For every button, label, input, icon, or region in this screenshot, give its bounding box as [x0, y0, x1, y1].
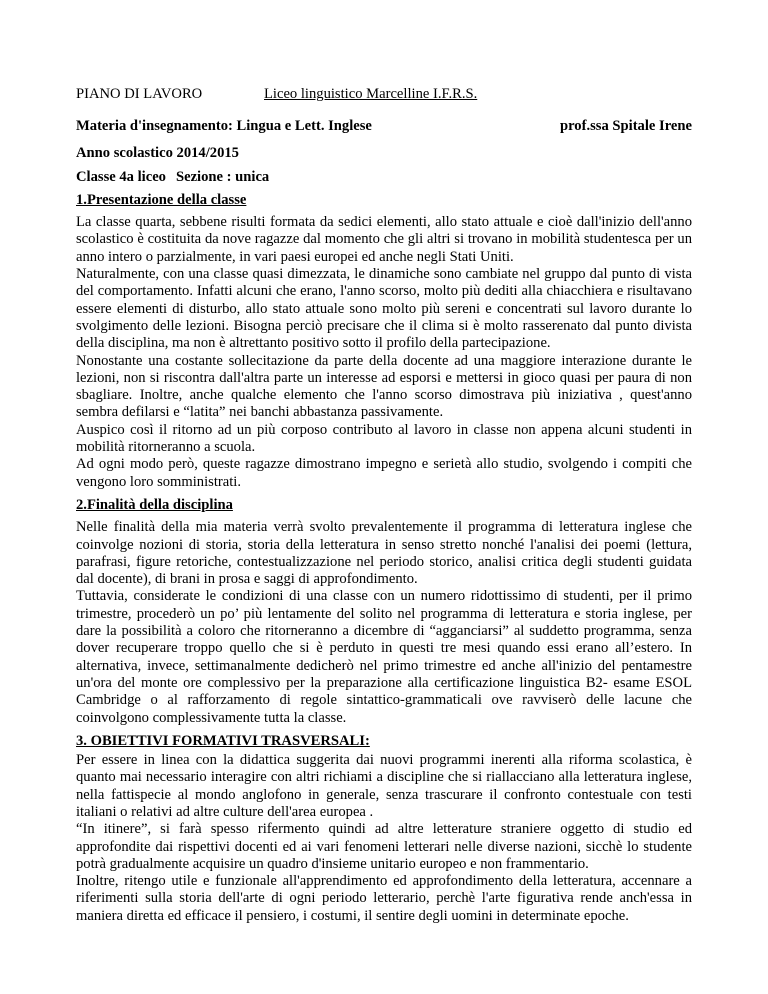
- paragraph: Inoltre, ritengo utile e funzionale all'apprendimento ed approfondimento della letteratura, accennare a riferimenti sulla storia dell'arte di ogni periodo letterario, perchè l'arte figurativa rende anch'essa in maniera diretta ed efficace il pensiero, i costumi, il sentire degli uomini in determinate epoche.: [76, 873, 692, 924]
- section-label: Sezione : unica: [175, 168, 270, 185]
- document-page: [76, 86, 692, 931]
- teacher-name: prof.ssa Spitale Irene: [559, 118, 692, 134]
- paragraph: Naturalmente, con una classe quasi dimezzata, le dinamiche sono cambiate nel gruppo dal punto di vista del comportamento. Infatti alcuni che erano, l'anno scorso, molto più dediti alla chiacchiera e risultavano essere elementi di disturbo, allo stato attuale sono molto più sereni e concentrati sul lavoro durante lo svolgimento delle lezioni. Bisogna perciò precisare che il clima si è molto rasserenato dal punto divista della disciplina, ma non è altrettanto positivo sotto il profilo della partecipazione.: [76, 266, 692, 352]
- paragraph: Tuttavia, considerate le condizioni di una classe con un numero ridottissimo di studenti, per il primo trimestre, procederò un po’ più lentamente del solito nel programma di letteratura e storia inglese, per dare la possibilità a coloro che ritorneranno a dicembre di “agganciarsi” al suddetto programma, senza dover recuperare troppo quello che si è perduto in questi tre mesi quando essi erano all’estero. In alternativa, invece, settimanalmente dedicherò nel primo trimestre ed anche all'inizio del pentamestre un'ora del monte ore complessivo per la preparazione alla certificazione linguistica B2- esame ESOL Cambridge o al rafforzamento di regole sintattico-grammaticali ove ravviserò delle lacune che coinvolgono complessivamente tutta la classe.: [76, 588, 692, 726]
- subject-label: Materia d'insegnamento: Lingua e Lett. Inglese: [76, 118, 372, 134]
- subject-line: [76, 118, 692, 135]
- class-label: Classe 4a liceo: [76, 168, 166, 185]
- paragraph: Nelle finalità della mia materia verrà svolto prevalentemente il programma di letteratura inglese che coinvolge nozioni di storia, storia della letteratura in senso stretto nonché l'analisi dei poemi (lettura, parafrasi, figure retoriche, contestualizzazione nel periodo storico, analisi critica degli studenti guidata dal docente), di brani in prosa e saggi di approfondimento.: [76, 519, 692, 588]
- section-heading: 2.Finalità della disciplina: [76, 496, 233, 513]
- class-info: [76, 169, 692, 186]
- document-title: PIANO DI LAVORO: [76, 86, 203, 102]
- paragraph: Ad ogni modo però, queste ragazze dimostrano impegno e serietà allo studio, svolgendo i compiti che vengono loro somministrati.: [76, 456, 692, 490]
- paragraph: “In itinere”, si farà spesso rifermento quindi ad altre letterature straniere oggetto di studio ed approfondite dai rispettivi docenti ed ai vari fenomeni letterari nelle diverse nazioni, sicchè lo studente potrà gradualmente acquisire un quadro d'insieme unitario europeo e non frammentario.: [76, 821, 692, 872]
- paragraph: La classe quarta, sebbene risulti formata da sedici elementi, allo stato attuale e cioè dall'inizio dell'anno scolastico è costituita da nove ragazze dal momento che gli altri si trovano in mobilità studentesca per un anno intero o parzialmente, in vari paesi europei ed anche negli Stati Uniti.: [76, 214, 692, 265]
- section-obiettivi: [76, 733, 692, 925]
- paragraph: Auspico così il ritorno ad un più corposo contributo al lavoro in classe non appena alcuni studenti in mobilità ritorneranno a scuola.: [76, 421, 692, 456]
- school-year: Anno scolastico 2014/2015: [76, 145, 239, 162]
- section-heading: 1.Presentazione della classe: [76, 191, 247, 208]
- school-name: Liceo linguistico Marcelline I.F.R.S.: [264, 86, 478, 102]
- paragraph: Per essere in linea con la didattica suggerita dai nuovi programmi inerenti alla riforma scolastica, è quanto mai necessario interagire con altri richiami a discipline che si riallacciano alla letteratura inglese, nella fattispecie al mondo anglofono in generale, senza trascurare il confronto contestuale con testi italiani o relativi ad altre culture dell'area europea .: [76, 752, 692, 820]
- section-finalita: [76, 497, 692, 727]
- paragraph: Nonostante una costante sollecitazione da parte della docente ad una maggiore interazione durante le lezioni, non si riscontra dall'altra parte un interesse ad esporsi e mettersi in gioco quasi per paura di non sbagliare. Inoltre, anche qualche elemento che l'anno scorso dimostrava più iniziativa , quest'anno sembra defilarsi e “latita” nei banchi abbastanza passivamente.: [76, 352, 692, 421]
- section-presentazione: [76, 192, 692, 491]
- section-heading: 3. OBIETTIVI FORMATIVI TRASVERSALI:: [76, 732, 370, 749]
- document-header: [76, 86, 692, 104]
